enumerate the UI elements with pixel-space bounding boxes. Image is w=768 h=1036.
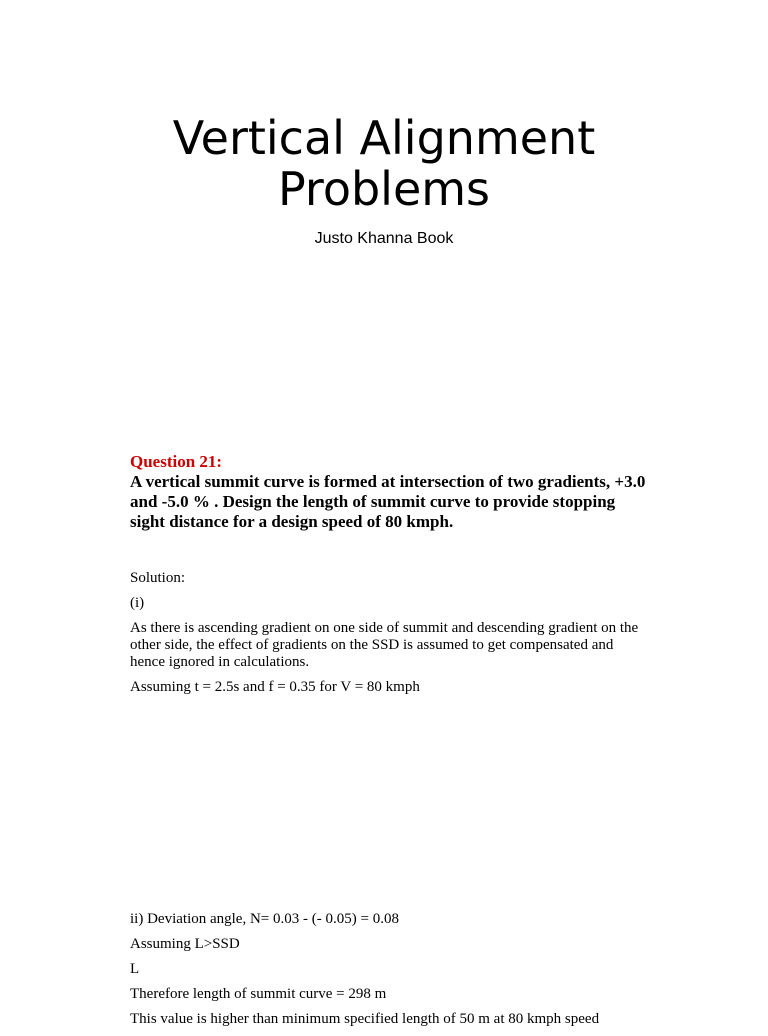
page-title-line-2: Problems [277, 162, 491, 216]
result-line: Therefore length of summit curve = 298 m [130, 986, 387, 1002]
solution-step-1: (i) [130, 595, 145, 611]
page-subtitle: Justo Khanna Book [314, 230, 454, 247]
assumption-line: Assuming L>SSD [130, 936, 240, 952]
continuation-block [130, 911, 670, 1036]
deviation-angle-line: ii) Deviation angle, N= 0.03 - (- 0.05) = 0.08 [130, 911, 399, 927]
question-block [130, 452, 650, 532]
solution-block [130, 570, 650, 704]
length-symbol-line: L [130, 961, 140, 977]
solution-assumption: Assuming t = 2.5s and f = 0.35 for V = 80 kmph [130, 679, 420, 695]
question-text: A vertical summit curve is formed at intersection of two gradients, +3.0 and -5.0 % . Design the length of summit curve to provide stopping sight distance for a design speed of 80 kmph. [130, 472, 646, 531]
note-line: This value is higher than minimum specified length of 50 m at 80 kmph speed [130, 1011, 600, 1027]
page-title-line-1: Vertical Alignment [172, 111, 596, 165]
solution-heading: Solution: [130, 570, 186, 586]
question-label: Question 21: [130, 452, 223, 471]
page-title [0, 113, 768, 215]
solution-explanation: As there is ascending gradient on one side of summit and descending gradient on the other side, the effect of gradients on the SSD is assumed to get compensated and hence ignored in calculations. [130, 620, 639, 670]
